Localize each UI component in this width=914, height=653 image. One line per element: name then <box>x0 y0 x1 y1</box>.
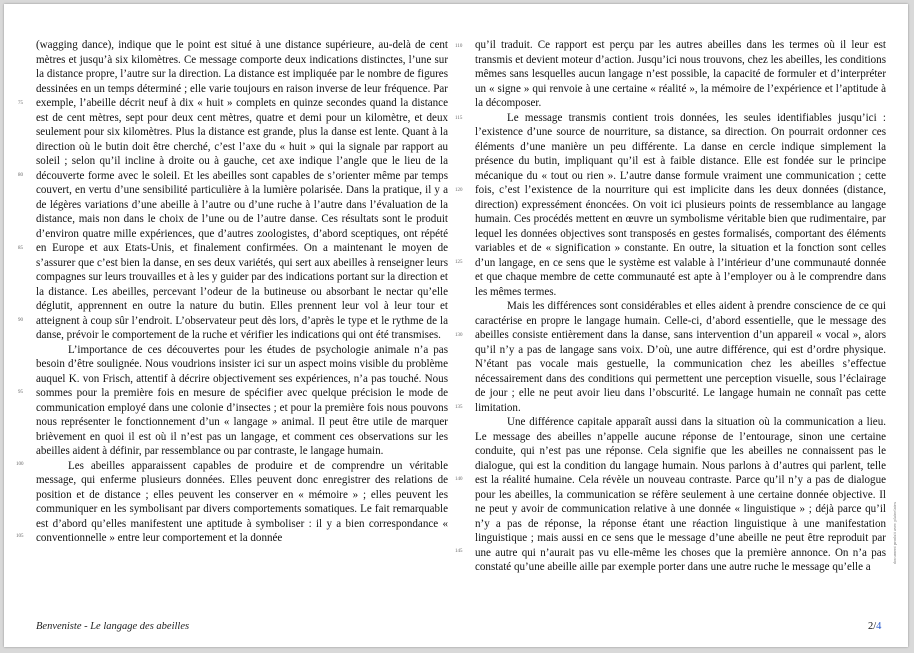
page-current: 2/ <box>868 621 877 632</box>
line-number: 140 <box>455 477 463 482</box>
line-number: 125 <box>455 260 463 265</box>
line-number: 115 <box>455 116 463 121</box>
footer-title: Benveniste - Le langage des abeilles <box>36 621 190 632</box>
page-total-link[interactable]: 4 <box>876 621 882 632</box>
paragraph: Mais les différences sont considérables et elles aident à prendre conscience de ce qui caractérise en propre le langage humain. Celle-ci, d’abord essentielle, que le message des abeilles consiste entièrement dans la danse, sans intervention d’un appareil « vocal », alors qu’il n’y a pas de langage sans voix. D’où, une autre différence, qui est d’ordre physique. N’étant pas vocale mais gestuelle, la communication chez les abeilles s’effectue nécessairement dans des conditions qui permettent une perception visuelle, sous l’éclairage de jour ; elle ne peut avoir lieu dans l’obscurité. Le langage humain ne connaît pas cette limitation. <box>475 300 886 414</box>
line-number: 145 <box>455 549 463 554</box>
line-number: 130 <box>455 333 463 338</box>
paragraph: Le message transmis contient trois données, les seules identifiables jusqu’ici : l’existence d’une source de nourriture, sa distance, sa direction. On pourrait ordonner ces éléments d’une manière un peu différente. La danse en cercle indique simplement la présence du butin, impliquant qu’il est à faible distance. Elle est fondée sur le principe mécanique du « tout ou rien ». L’autre danse formule vraiment une communication ; cette fois, c’est l’existence de la nourriture qui est implicite dans les deux données (distance, direction) expressément énoncées. On voit ici plusieurs points de ressemblance au langage humain. Ces procédés mettent en œuvre un symbolisme véritable bien que rudimentaire, par lequel les données objectives sont transposés en gestes formalisés, comportant des éléments variables et de « signification » constante. En outre, la situation et la fonction sont celles d’un langage, en ce sens que le système est valable à l’intérieur d’une communauté donnée et que chaque membre de cette communauté est apte à l’employer ou à le comprendre dans les mêmes termes. <box>475 111 886 298</box>
page-counter <box>868 621 881 632</box>
line-number: 120 <box>455 188 463 193</box>
paragraph: Les abeilles apparaissent capables de produire et de comprendre un véritable message, qui enferme plusieurs données. Elles peuvent donc enregistrer des relations de position et de distance ; elles peuvent les conserver en « mémoire » ; elles peuvent les communiquer en les symbolisant par divers comportements somatiques. Le fait remarquable est d’abord qu’elles manifestent une aptitude à symboliser : il y a bien correspondance « conventionnelle » entre leur comportement et la donnée <box>36 459 448 544</box>
paragraph: (wagging dance), indique que le point est situé à une distance supérieure, au-delà de cent mètres et jusqu’à six kilomètres. Ce message comporte deux indications distinctes, l’une sur la distance propre, l’autre sur la direction. La distance est impliquée par le nombre de figures dessinées en un temps déterminé ; elle varie toujours en raison inverse de leur fréquence. Par exemple, l’abeille décrit neuf à dix « huit » complets en quinze secondes quand la distance est de cent mètres, sept pour deux cent mètres, quatre et demi pour un kilomètre, et deux seulement pour six kilomètres. Plus la distance est grande, plus la danse est lente. Quant à la direction où le butin doit être cherché, c’est l’axe du « huit » qui la signale par rapport au soleil ; selon qu’il incline à droite ou à gauche, cet axe indique l’angle que le lieu de la découverte forme avec le soleil. Et les abeilles sont capables de s’orienter même par temps couvert, en vertu d’une sensibilité particulière à la lumière polarisée. Dans la pratique, il y a de légères variations d’une abeille à l’autre ou d’une ruche à l’autre dans l’évaluation de la distance, mais non dans le choix de l’une ou de l’autre danse. Ces résultats sont le produit d’environ quatre mille expériences, que d’autres zoologistes, d’abord sceptiques, ont répété en Europe et aux Etats-Unis, et finalement confirmées. On a maintenant le moyen de s’assurer que c’est bien la danse, en ses deux variétés, qui sert aux abeilles à renseigner leurs compagnes sur leurs trouvailles et à les y guider par des indications portant sur la direction et la distance. Les abeilles, percevant l’odeur de la butineuse ou absorbant le nectar qu’elle déglutit, apprennent en outre la nature du butin. Elles prennent leur vol à leur tour et atteignent à coup sûr l’endroit. L’observateur peut dès lors, d’après le type et le rythme de la danse, prévoir le comportement de la ruche et vérifier les indications qui ont été transmises. <box>36 39 448 341</box>
line-number: 75 <box>18 101 23 106</box>
line-number: 85 <box>18 246 23 251</box>
line-number: 90 <box>18 318 23 323</box>
paragraph: Une différence capitale apparaît aussi dans la situation où la communication a lieu. Le message des abeilles n’appelle aucune réponse de l’entourage, sinon une certaine conduite, qui n’est pas une réponse. Cela signifie que les abeilles ne connaissent pas le dialogue, qui est la condition du langage humain. Nous parlons à d’autres qui parlent, telle est la réalité humaine. Cela révèle un nouveau contraste. Parce qu’il n’y a pas de dialogue pour les abeilles, la communication se réfère seulement à une certaine donnée objective. Il ne peut y avoir de communication relative à une donnée « linguistique » ; déjà parce qu’il n’y a pas de réponse, la réponse étant une réaction linguistique à une manifestation linguistique ; mais aussi en ce sens que le message d’une abeille ne peut être reproduit par une autre qui n’aurait pas vu elle-même les choses que la première annonce. On n’a pas constaté qu’une abeille aille par exemple porter dans une autre ruche le message qu’elle a <box>475 416 886 573</box>
left-column <box>36 38 448 546</box>
line-number: 110 <box>455 44 463 49</box>
paragraph: L’importance de ces découvertes pour les études de psychologie animale n’a pas besoin d’être soulignée. Nous voudrions insister ici sur un aspect moins visible du problème auquel K. von Frisch, attentif à décrire objectivement ses expériences, n’a pas touché. Nous sommes pour la première fois en mesure de spécifier avec quelque précision le mode de communication employé dans une colonie d’insectes ; et pour la première fois nous pouvons nous représenter le fonctionnement d’un « langage » animal. Il peut être utile de marquer brièvement en quoi il est où il n’est pas un langage, et comment ces observations sur les abeilles aident à définir, par ressemblance ou par contraste, le langage humain. <box>36 343 448 457</box>
line-number: 80 <box>18 173 23 178</box>
line-number: 95 <box>18 390 23 395</box>
right-column <box>475 38 886 575</box>
generator-note: document produit avec plainelatex <box>892 501 897 564</box>
line-number: 105 <box>16 534 24 539</box>
line-number: 135 <box>455 405 463 410</box>
document-page <box>4 4 908 647</box>
paragraph: qu’il traduit. Ce rapport est perçu par les autres abeilles dans les termes où il leur est transmis et devient moteur d’action. Jusqu’ici nous trouvons, chez les abeilles, les conditions mêmes sans lesquelles aucun langage n’est possible, la capacité de formuler et d’interpréter un « signe » qui renvoie à une certaine « réalité », la mémoire de l’expérience et l’aptitude à la décomposer. <box>475 39 886 109</box>
line-number: 100 <box>16 462 24 467</box>
